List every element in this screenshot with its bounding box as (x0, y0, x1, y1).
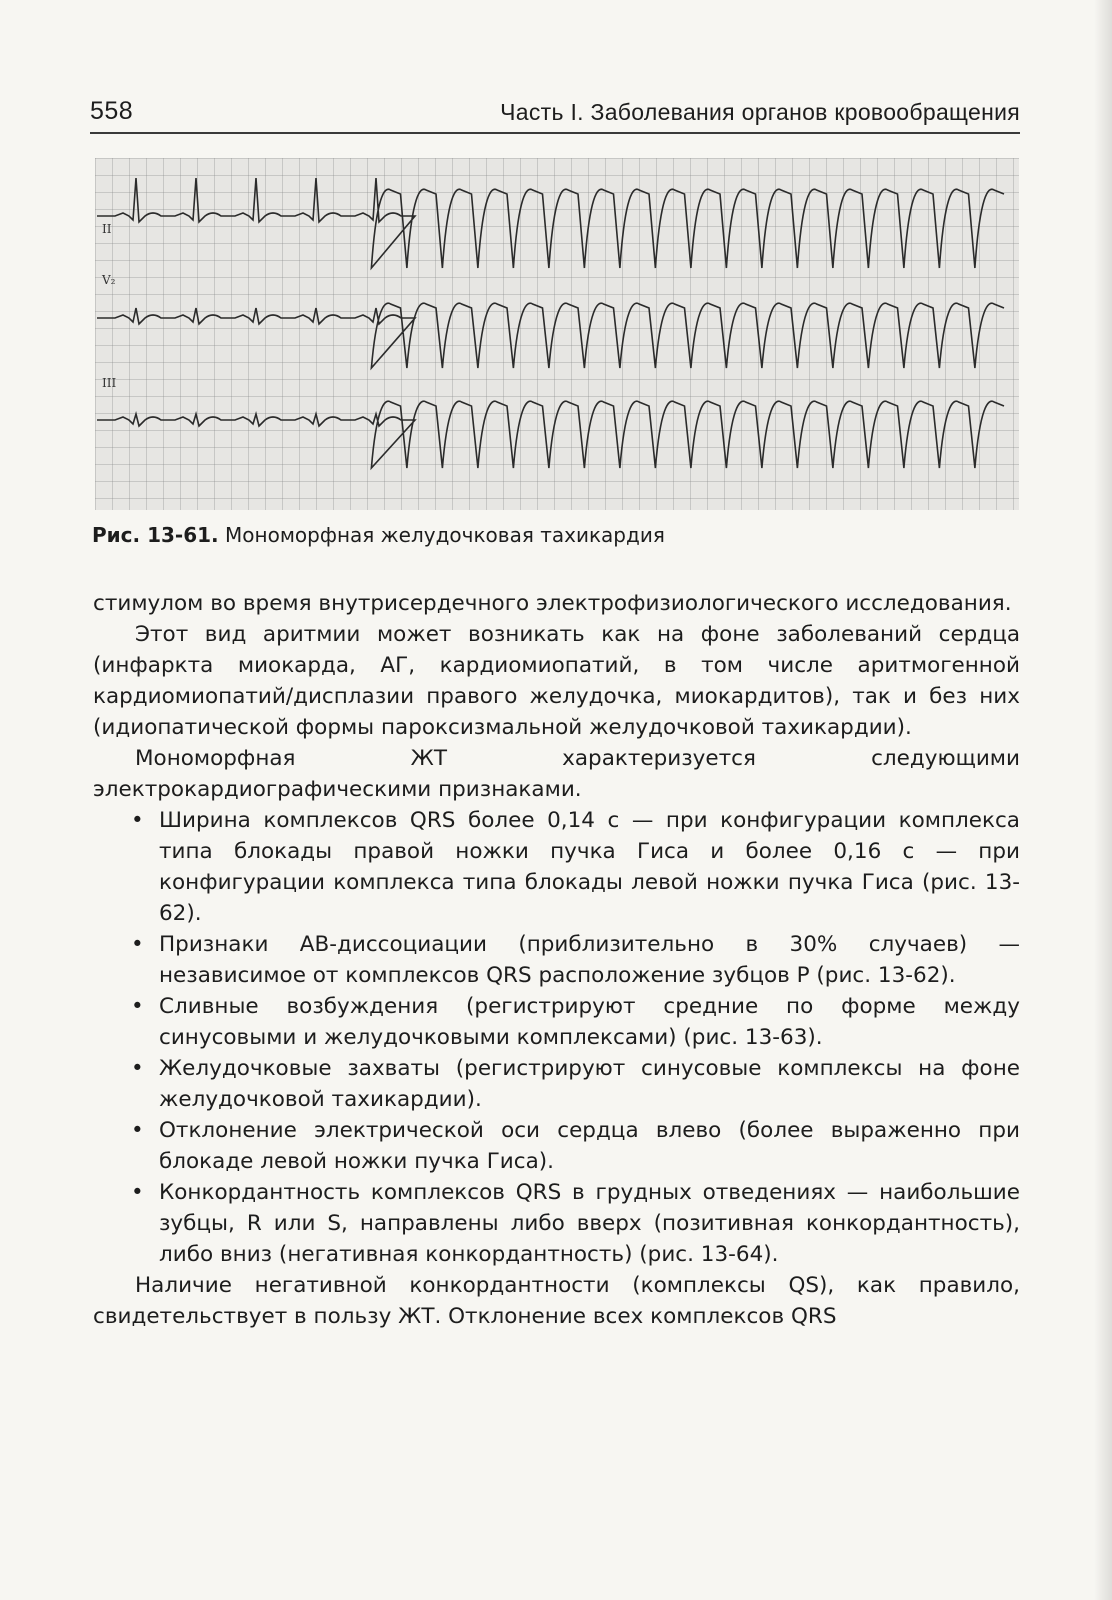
page-number: 558 (90, 97, 134, 125)
running-header: Часть I. Заболевания органов кровообращения (500, 99, 1020, 125)
list-item: • Сливные возбуждения (регистрируют средние по форме между синусовыми и желудочковыми комплексами) (рис. 13-63). (159, 991, 1020, 1053)
list-item: • Желудочковые захваты (регистрируют синусовые комплексы на фоне желудочковой тахикардии). (159, 1053, 1020, 1115)
figure-caption (92, 523, 665, 547)
body-text (93, 588, 1020, 1332)
paragraph: Наличие негативной конкордантности (комплексы QS), как правило, свидетельствует в пользу ЖТ. Отклонение всех комплексов QRS (93, 1273, 1020, 1329)
ecg-lead-iii (97, 401, 1004, 468)
ecg-lead-ii (97, 178, 1004, 268)
lead-label-ii: II (102, 222, 112, 236)
criteria-list (93, 805, 1020, 1270)
lead-label-v2: V₂ (102, 273, 116, 287)
ecg-figure (95, 158, 1019, 510)
paragraph: Мономорфная ЖТ характеризуется следующими электрокардиографическими признаками. (93, 746, 1020, 802)
caption-text: Мономорфная желудочковая тахикардия (218, 523, 665, 547)
list-item: • Конкордантность комплексов QRS в грудных отведениях — наибольшие зубцы, R или S, направлены либо вверх (позитивная конкордантность), либо вниз (негативная конкордантность) (рис. 13-64). (159, 1177, 1020, 1270)
header-rule (90, 132, 1020, 134)
caption-label: Рис. 13-61. (92, 523, 219, 547)
ecg-traces (95, 158, 1019, 510)
lead-label-iii: III (102, 376, 117, 390)
page-edge-shadow (1094, 0, 1112, 1600)
list-item: • Ширина комплексов QRS более 0,14 с — при конфигурации комплекса типа блокады правой ножки пучка Гиса и более 0,16 с — при конфигурации комплекса типа блокады левой ножки пучка Гиса (рис. 13-62). (159, 805, 1020, 929)
list-item: • Отклонение электрической оси сердца влево (более выраженно при блокаде левой ножки пучка Гиса). (159, 1115, 1020, 1177)
list-item: • Признаки АВ-диссоциации (приблизительно в 30% случаев) — независимое от комплексов QRS расположение зубцов P (рис. 13-62). (159, 929, 1020, 991)
ecg-lead-v2 (97, 303, 1004, 368)
paragraph: Этот вид аритмии может возникать как на фоне заболеваний сердца (инфаркта миокарда, АГ, кардиомиопатий, в том числе аритмогенной кардиомиопатий/дисплазии правого желудочка, миокардитов), так и без них (идиопатической формы пароксизмальной желудочковой тахикардии). (93, 622, 1020, 740)
paragraph: стимулом во время внутрисердечного электрофизиологического исследования. (93, 591, 1012, 616)
